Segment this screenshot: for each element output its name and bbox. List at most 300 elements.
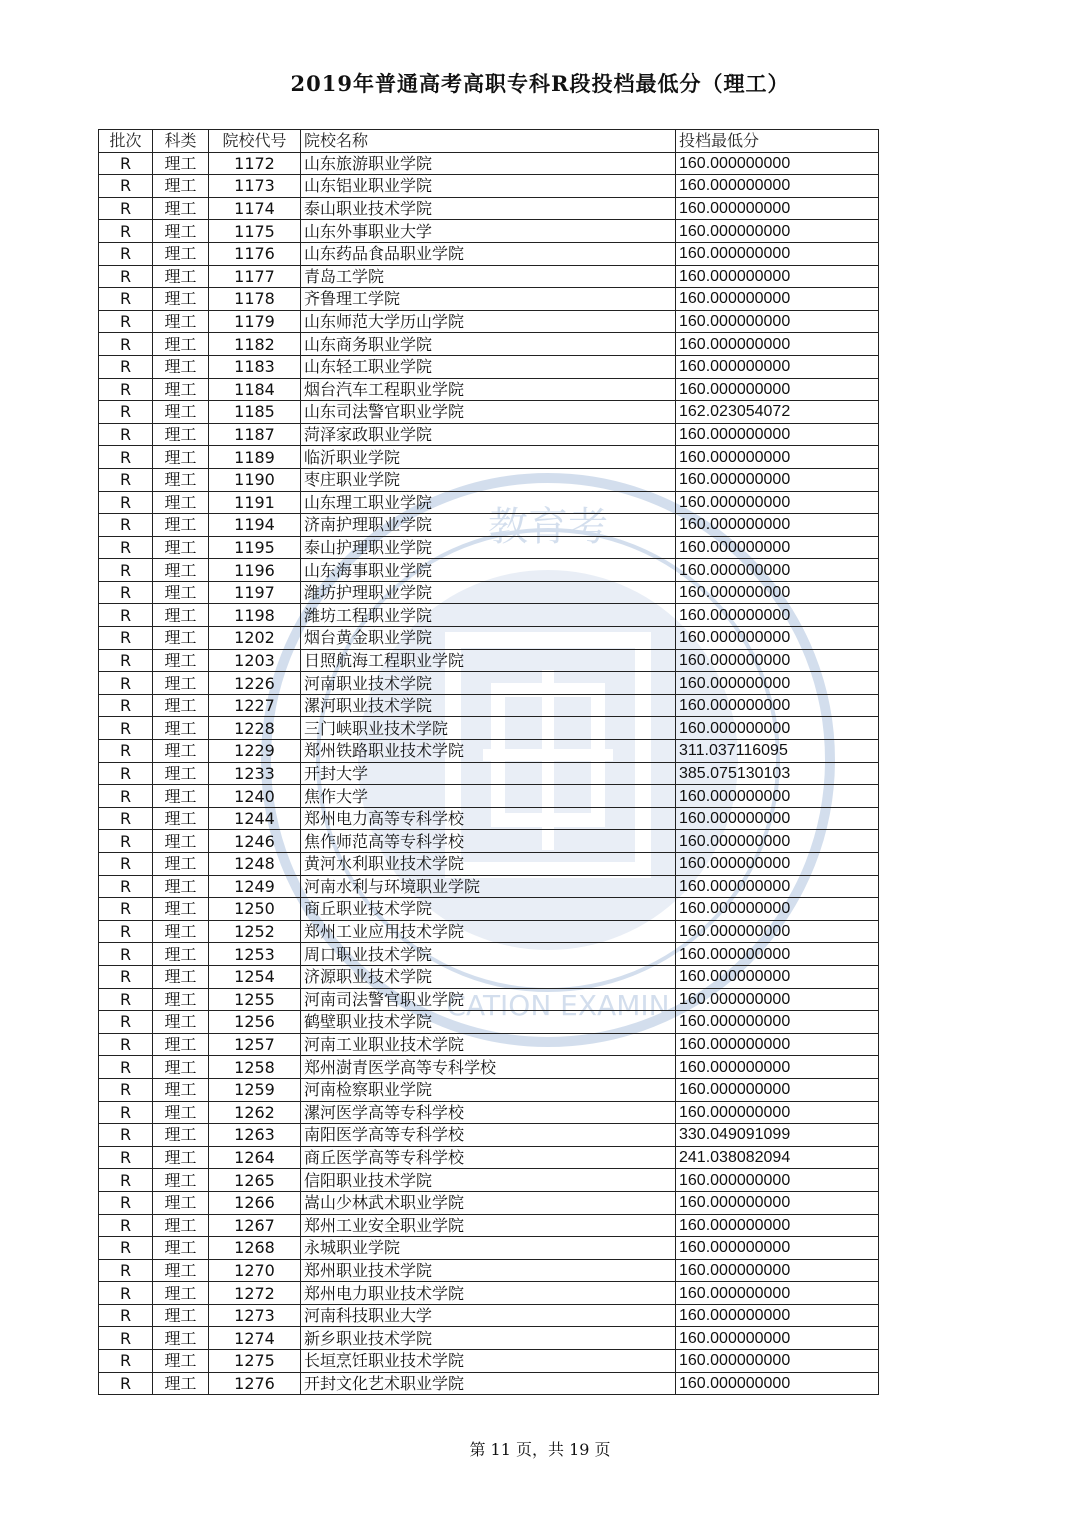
cell-min-score: 160.000000000: [676, 1214, 879, 1237]
table-row: [99, 1101, 879, 1124]
cell-category: 理工: [153, 152, 209, 175]
cell-min-score: 160.000000000: [676, 627, 879, 650]
table-row: [99, 988, 879, 1011]
cell-min-score: 160.000000000: [676, 423, 879, 446]
cell-school-name: 河南工业职业技术学院: [301, 1033, 676, 1056]
cell-category: 理工: [153, 514, 209, 537]
cell-category: 理工: [153, 1124, 209, 1147]
table-row: [99, 1146, 879, 1169]
cell-school-name: 郑州工业应用技术学院: [301, 920, 676, 943]
cell-batch: R: [99, 446, 153, 469]
cell-batch: R: [99, 265, 153, 288]
table-row: [99, 423, 879, 446]
cell-min-score: 160.000000000: [676, 378, 879, 401]
table-row: [99, 1169, 879, 1192]
cell-batch: R: [99, 401, 153, 424]
cell-school-name: 烟台汽车工程职业学院: [301, 378, 676, 401]
table-row: [99, 310, 879, 333]
cell-batch: R: [99, 898, 153, 921]
cell-min-score: 160.000000000: [676, 694, 879, 717]
cell-school-name: 齐鲁理工学院: [301, 288, 676, 311]
cell-batch: R: [99, 1033, 153, 1056]
table-row: [99, 1124, 879, 1147]
cell-school-code: 1177: [209, 265, 301, 288]
cell-category: 理工: [153, 288, 209, 311]
cell-school-code: 1190: [209, 468, 301, 491]
cell-school-name: 河南水利与环境职业学院: [301, 875, 676, 898]
cell-batch: R: [99, 740, 153, 763]
cell-min-score: 160.000000000: [676, 491, 879, 514]
cell-school-code: 1183: [209, 355, 301, 378]
table-row: [99, 694, 879, 717]
cell-category: 理工: [153, 1304, 209, 1327]
cell-min-score: 160.000000000: [676, 514, 879, 537]
cell-batch: R: [99, 785, 153, 808]
table-header-row: [99, 130, 879, 153]
cell-category: 理工: [153, 1056, 209, 1079]
cell-category: 理工: [153, 355, 209, 378]
cell-school-code: 1265: [209, 1169, 301, 1192]
cell-school-code: 1203: [209, 649, 301, 672]
table-row: [99, 1259, 879, 1282]
cell-school-name: 泰山护理职业学院: [301, 536, 676, 559]
cell-min-score: 160.000000000: [676, 310, 879, 333]
watermark-bottom-text: CATION EXAMIN: [446, 989, 670, 1022]
cell-school-code: 1262: [209, 1101, 301, 1124]
cell-category: 理工: [153, 898, 209, 921]
cell-min-score: 160.000000000: [676, 220, 879, 243]
cell-school-name: 青岛工学院: [301, 265, 676, 288]
cell-category: 理工: [153, 875, 209, 898]
cell-batch: R: [99, 310, 153, 333]
table-row: [99, 1011, 879, 1034]
cell-category: 理工: [153, 672, 209, 695]
cell-min-score: 311.037116095: [676, 740, 879, 763]
table-row: [99, 1078, 879, 1101]
cell-school-name: 泰山职业技术学院: [301, 197, 676, 220]
cell-school-name: 嵩山少林武术职业学院: [301, 1191, 676, 1214]
page-title: 2019年普通高考高职专科R段投档最低分（理工）: [290, 71, 790, 96]
cell-school-code: 1250: [209, 898, 301, 921]
cell-school-name: 黄河水利职业技术学院: [301, 853, 676, 876]
table-row: [99, 197, 879, 220]
cell-school-code: 1249: [209, 875, 301, 898]
cell-batch: R: [99, 355, 153, 378]
cell-school-code: 1257: [209, 1033, 301, 1056]
cell-category: 理工: [153, 175, 209, 198]
cell-school-name: 济南护理职业学院: [301, 514, 676, 537]
cell-category: 理工: [153, 468, 209, 491]
cell-min-score: 160.000000000: [676, 649, 879, 672]
cell-category: 理工: [153, 853, 209, 876]
table-row: [99, 1214, 879, 1237]
cell-school-code: 1255: [209, 988, 301, 1011]
cell-school-code: 1194: [209, 514, 301, 537]
cell-category: 理工: [153, 604, 209, 627]
cell-batch: R: [99, 1011, 153, 1034]
table-row: [99, 920, 879, 943]
cell-batch: R: [99, 875, 153, 898]
cell-category: 理工: [153, 1146, 209, 1169]
cell-school-code: 1276: [209, 1372, 301, 1395]
cell-category: 理工: [153, 627, 209, 650]
table-row: [99, 1033, 879, 1056]
cell-school-code: 1254: [209, 965, 301, 988]
table-row: [99, 288, 879, 311]
cell-school-code: 1187: [209, 423, 301, 446]
cell-batch: R: [99, 672, 153, 695]
cell-school-code: 1272: [209, 1282, 301, 1305]
cell-school-name: 开封文化艺术职业学院: [301, 1372, 676, 1395]
cell-batch: R: [99, 1191, 153, 1214]
cell-school-code: 1264: [209, 1146, 301, 1169]
cell-school-code: 1266: [209, 1191, 301, 1214]
cell-category: 理工: [153, 1078, 209, 1101]
cell-school-name: 漯河职业技术学院: [301, 694, 676, 717]
table-row: [99, 830, 879, 853]
cell-school-code: 1182: [209, 333, 301, 356]
header-school-name: 院校名称: [301, 130, 676, 153]
header-category: 科类: [153, 130, 209, 153]
table-row: [99, 536, 879, 559]
cell-school-code: 1198: [209, 604, 301, 627]
table-row: [99, 152, 879, 175]
cell-category: 理工: [153, 807, 209, 830]
cell-min-score: 160.000000000: [676, 965, 879, 988]
table-row: [99, 514, 879, 537]
table-body: [99, 152, 879, 1395]
table-row: [99, 1327, 879, 1350]
cell-category: 理工: [153, 1191, 209, 1214]
cell-batch: R: [99, 1237, 153, 1260]
cell-min-score: 330.049091099: [676, 1124, 879, 1147]
cell-school-name: 潍坊护理职业学院: [301, 581, 676, 604]
cell-batch: R: [99, 378, 153, 401]
cell-batch: R: [99, 288, 153, 311]
cell-batch: R: [99, 1214, 153, 1237]
cell-category: 理工: [153, 491, 209, 514]
cell-batch: R: [99, 175, 153, 198]
cell-school-name: 烟台黄金职业学院: [301, 627, 676, 650]
cell-min-score: 160.000000000: [676, 1282, 879, 1305]
cell-batch: R: [99, 717, 153, 740]
score-table: [98, 129, 879, 1395]
cell-school-name: 潍坊工程职业学院: [301, 604, 676, 627]
cell-school-name: 新乡职业技术学院: [301, 1327, 676, 1350]
cell-category: 理工: [153, 649, 209, 672]
cell-min-score: 160.000000000: [676, 853, 879, 876]
cell-school-code: 1268: [209, 1237, 301, 1260]
cell-min-score: 160.000000000: [676, 468, 879, 491]
cell-category: 理工: [153, 423, 209, 446]
cell-school-code: 1273: [209, 1304, 301, 1327]
cell-min-score: 160.000000000: [676, 943, 879, 966]
cell-school-name: 河南职业技术学院: [301, 672, 676, 695]
table-row: [99, 378, 879, 401]
cell-category: 理工: [153, 1214, 209, 1237]
cell-min-score: 160.000000000: [676, 830, 879, 853]
cell-min-score: 160.000000000: [676, 1350, 879, 1373]
cell-batch: R: [99, 581, 153, 604]
cell-school-name: 山东轻工职业学院: [301, 355, 676, 378]
table-row: [99, 965, 879, 988]
header-batch: 批次: [99, 130, 153, 153]
cell-min-score: 160.000000000: [676, 152, 879, 175]
cell-school-code: 1172: [209, 152, 301, 175]
cell-category: 理工: [153, 943, 209, 966]
cell-category: 理工: [153, 717, 209, 740]
cell-category: 理工: [153, 536, 209, 559]
cell-school-code: 1202: [209, 627, 301, 650]
cell-min-score: 160.000000000: [676, 1327, 879, 1350]
table-row: [99, 491, 879, 514]
cell-school-code: 1173: [209, 175, 301, 198]
cell-school-code: 1228: [209, 717, 301, 740]
cell-min-score: 160.000000000: [676, 446, 879, 469]
cell-category: 理工: [153, 1282, 209, 1305]
cell-category: 理工: [153, 1101, 209, 1124]
table-row: [99, 672, 879, 695]
cell-min-score: 160.000000000: [676, 920, 879, 943]
cell-school-code: 1185: [209, 401, 301, 424]
table-row: [99, 785, 879, 808]
cell-min-score: 160.000000000: [676, 175, 879, 198]
cell-min-score: 160.000000000: [676, 355, 879, 378]
cell-school-code: 1179: [209, 310, 301, 333]
cell-category: 理工: [153, 242, 209, 265]
cell-category: 理工: [153, 785, 209, 808]
cell-school-name: 山东司法警官职业学院: [301, 401, 676, 424]
table-row: [99, 649, 879, 672]
cell-min-score: 160.000000000: [676, 265, 879, 288]
table-row: [99, 446, 879, 469]
table-row: [99, 898, 879, 921]
cell-batch: R: [99, 604, 153, 627]
cell-batch: R: [99, 853, 153, 876]
cell-school-code: 1189: [209, 446, 301, 469]
table-row: [99, 604, 879, 627]
table-row: [99, 242, 879, 265]
cell-min-score: 160.000000000: [676, 1237, 879, 1260]
cell-min-score: 160.000000000: [676, 1259, 879, 1282]
table-row: [99, 1191, 879, 1214]
cell-batch: R: [99, 1259, 153, 1282]
cell-category: 理工: [153, 694, 209, 717]
cell-category: 理工: [153, 830, 209, 853]
cell-batch: R: [99, 1169, 153, 1192]
table-row: [99, 355, 879, 378]
cell-school-name: 枣庄职业学院: [301, 468, 676, 491]
cell-batch: R: [99, 333, 153, 356]
table-row: [99, 875, 879, 898]
cell-school-name: 山东铝业职业学院: [301, 175, 676, 198]
table-row: [99, 559, 879, 582]
table-row: [99, 401, 879, 424]
cell-batch: R: [99, 242, 153, 265]
cell-batch: R: [99, 197, 153, 220]
cell-school-code: 1191: [209, 491, 301, 514]
cell-batch: R: [99, 559, 153, 582]
table-row: [99, 220, 879, 243]
cell-school-code: 1240: [209, 785, 301, 808]
cell-min-score: 160.000000000: [676, 1304, 879, 1327]
cell-batch: R: [99, 1372, 153, 1395]
cell-school-code: 1259: [209, 1078, 301, 1101]
cell-batch: R: [99, 694, 153, 717]
cell-school-code: 1270: [209, 1259, 301, 1282]
cell-batch: R: [99, 988, 153, 1011]
cell-school-name: 郑州电力职业技术学院: [301, 1282, 676, 1305]
watermark-top-text: 教育考: [488, 504, 608, 550]
cell-category: 理工: [153, 762, 209, 785]
cell-school-code: 1252: [209, 920, 301, 943]
cell-batch: R: [99, 1304, 153, 1327]
cell-min-score: 160.000000000: [676, 672, 879, 695]
cell-school-code: 1197: [209, 581, 301, 604]
cell-min-score: 160.000000000: [676, 1101, 879, 1124]
table-row: [99, 333, 879, 356]
cell-min-score: 160.000000000: [676, 1372, 879, 1395]
cell-min-score: 160.000000000: [676, 1078, 879, 1101]
table-row: [99, 717, 879, 740]
cell-school-name: 开封大学: [301, 762, 676, 785]
cell-batch: R: [99, 627, 153, 650]
cell-school-code: 1274: [209, 1327, 301, 1350]
cell-school-name: 郑州工业安全职业学院: [301, 1214, 676, 1237]
cell-school-name: 郑州澍青医学高等专科学校: [301, 1056, 676, 1079]
cell-batch: R: [99, 423, 153, 446]
cell-category: 理工: [153, 378, 209, 401]
cell-min-score: 160.000000000: [676, 988, 879, 1011]
cell-min-score: 160.000000000: [676, 581, 879, 604]
cell-batch: R: [99, 920, 153, 943]
cell-min-score: 160.000000000: [676, 875, 879, 898]
cell-school-code: 1196: [209, 559, 301, 582]
cell-school-code: 1229: [209, 740, 301, 763]
cell-batch: R: [99, 536, 153, 559]
cell-school-code: 1176: [209, 242, 301, 265]
cell-category: 理工: [153, 740, 209, 763]
cell-category: 理工: [153, 1237, 209, 1260]
cell-school-name: 山东师范大学历山学院: [301, 310, 676, 333]
cell-min-score: 160.000000000: [676, 1033, 879, 1056]
table-row: [99, 1056, 879, 1079]
cell-batch: R: [99, 762, 153, 785]
cell-category: 理工: [153, 401, 209, 424]
cell-school-name: 山东药品食品职业学院: [301, 242, 676, 265]
cell-category: 理工: [153, 265, 209, 288]
cell-min-score: 160.000000000: [676, 197, 879, 220]
table-row: [99, 1237, 879, 1260]
cell-batch: R: [99, 1101, 153, 1124]
cell-school-code: 1178: [209, 288, 301, 311]
cell-batch: R: [99, 1327, 153, 1350]
cell-school-name: 南阳医学高等专科学校: [301, 1124, 676, 1147]
cell-min-score: 160.000000000: [676, 242, 879, 265]
cell-school-code: 1226: [209, 672, 301, 695]
cell-school-name: 鹤壁职业技术学院: [301, 1011, 676, 1034]
cell-school-name: 山东海事职业学院: [301, 559, 676, 582]
cell-category: 理工: [153, 988, 209, 1011]
cell-school-name: 郑州铁路职业技术学院: [301, 740, 676, 763]
header-min-score: 投档最低分: [676, 130, 879, 153]
cell-school-code: 1258: [209, 1056, 301, 1079]
table-row: [99, 1282, 879, 1305]
cell-category: 理工: [153, 333, 209, 356]
cell-school-name: 山东外事职业大学: [301, 220, 676, 243]
cell-school-name: 山东旅游职业学院: [301, 152, 676, 175]
cell-min-score: 160.000000000: [676, 1191, 879, 1214]
cell-batch: R: [99, 1056, 153, 1079]
cell-school-name: 河南司法警官职业学院: [301, 988, 676, 1011]
cell-min-score: 385.075130103: [676, 762, 879, 785]
cell-school-name: 日照航海工程职业学院: [301, 649, 676, 672]
cell-category: 理工: [153, 1033, 209, 1056]
cell-school-name: 菏泽家政职业学院: [301, 423, 676, 446]
table-row: [99, 627, 879, 650]
cell-batch: R: [99, 649, 153, 672]
cell-min-score: 160.000000000: [676, 807, 879, 830]
table-row: [99, 1304, 879, 1327]
cell-batch: R: [99, 1282, 153, 1305]
cell-category: 理工: [153, 965, 209, 988]
cell-school-name: 长垣烹饪职业技术学院: [301, 1350, 676, 1373]
cell-batch: R: [99, 1350, 153, 1373]
cell-category: 理工: [153, 1372, 209, 1395]
cell-school-name: 河南科技职业大学: [301, 1304, 676, 1327]
cell-school-code: 1246: [209, 830, 301, 853]
cell-batch: R: [99, 830, 153, 853]
table-row: [99, 581, 879, 604]
cell-category: 理工: [153, 1169, 209, 1192]
header-school-code: 院校代号: [209, 130, 301, 153]
cell-min-score: 160.000000000: [676, 898, 879, 921]
cell-school-code: 1227: [209, 694, 301, 717]
cell-school-name: 郑州职业技术学院: [301, 1259, 676, 1282]
cell-batch: R: [99, 943, 153, 966]
cell-school-name: 山东理工职业学院: [301, 491, 676, 514]
cell-category: 理工: [153, 1350, 209, 1373]
cell-school-name: 山东商务职业学院: [301, 333, 676, 356]
cell-school-name: 永城职业学院: [301, 1237, 676, 1260]
cell-category: 理工: [153, 1259, 209, 1282]
cell-school-code: 1175: [209, 220, 301, 243]
cell-school-code: 1184: [209, 378, 301, 401]
table-row: [99, 943, 879, 966]
cell-batch: R: [99, 965, 153, 988]
cell-min-score: 160.000000000: [676, 559, 879, 582]
cell-category: 理工: [153, 1011, 209, 1034]
cell-category: 理工: [153, 310, 209, 333]
cell-min-score: 241.038082094: [676, 1146, 879, 1169]
cell-min-score: 160.000000000: [676, 785, 879, 808]
cell-school-name: 河南检察职业学院: [301, 1078, 676, 1101]
cell-school-name: 三门峡职业技术学院: [301, 717, 676, 740]
cell-school-code: 1253: [209, 943, 301, 966]
table-row: [99, 1350, 879, 1373]
table-row: [99, 740, 879, 763]
cell-batch: R: [99, 1078, 153, 1101]
cell-category: 理工: [153, 920, 209, 943]
cell-min-score: 160.000000000: [676, 1011, 879, 1034]
cell-school-code: 1267: [209, 1214, 301, 1237]
cell-batch: R: [99, 1146, 153, 1169]
table-row: [99, 807, 879, 830]
cell-category: 理工: [153, 220, 209, 243]
cell-category: 理工: [153, 581, 209, 604]
cell-min-score: 160.000000000: [676, 333, 879, 356]
cell-school-name: 焦作师范高等专科学校: [301, 830, 676, 853]
